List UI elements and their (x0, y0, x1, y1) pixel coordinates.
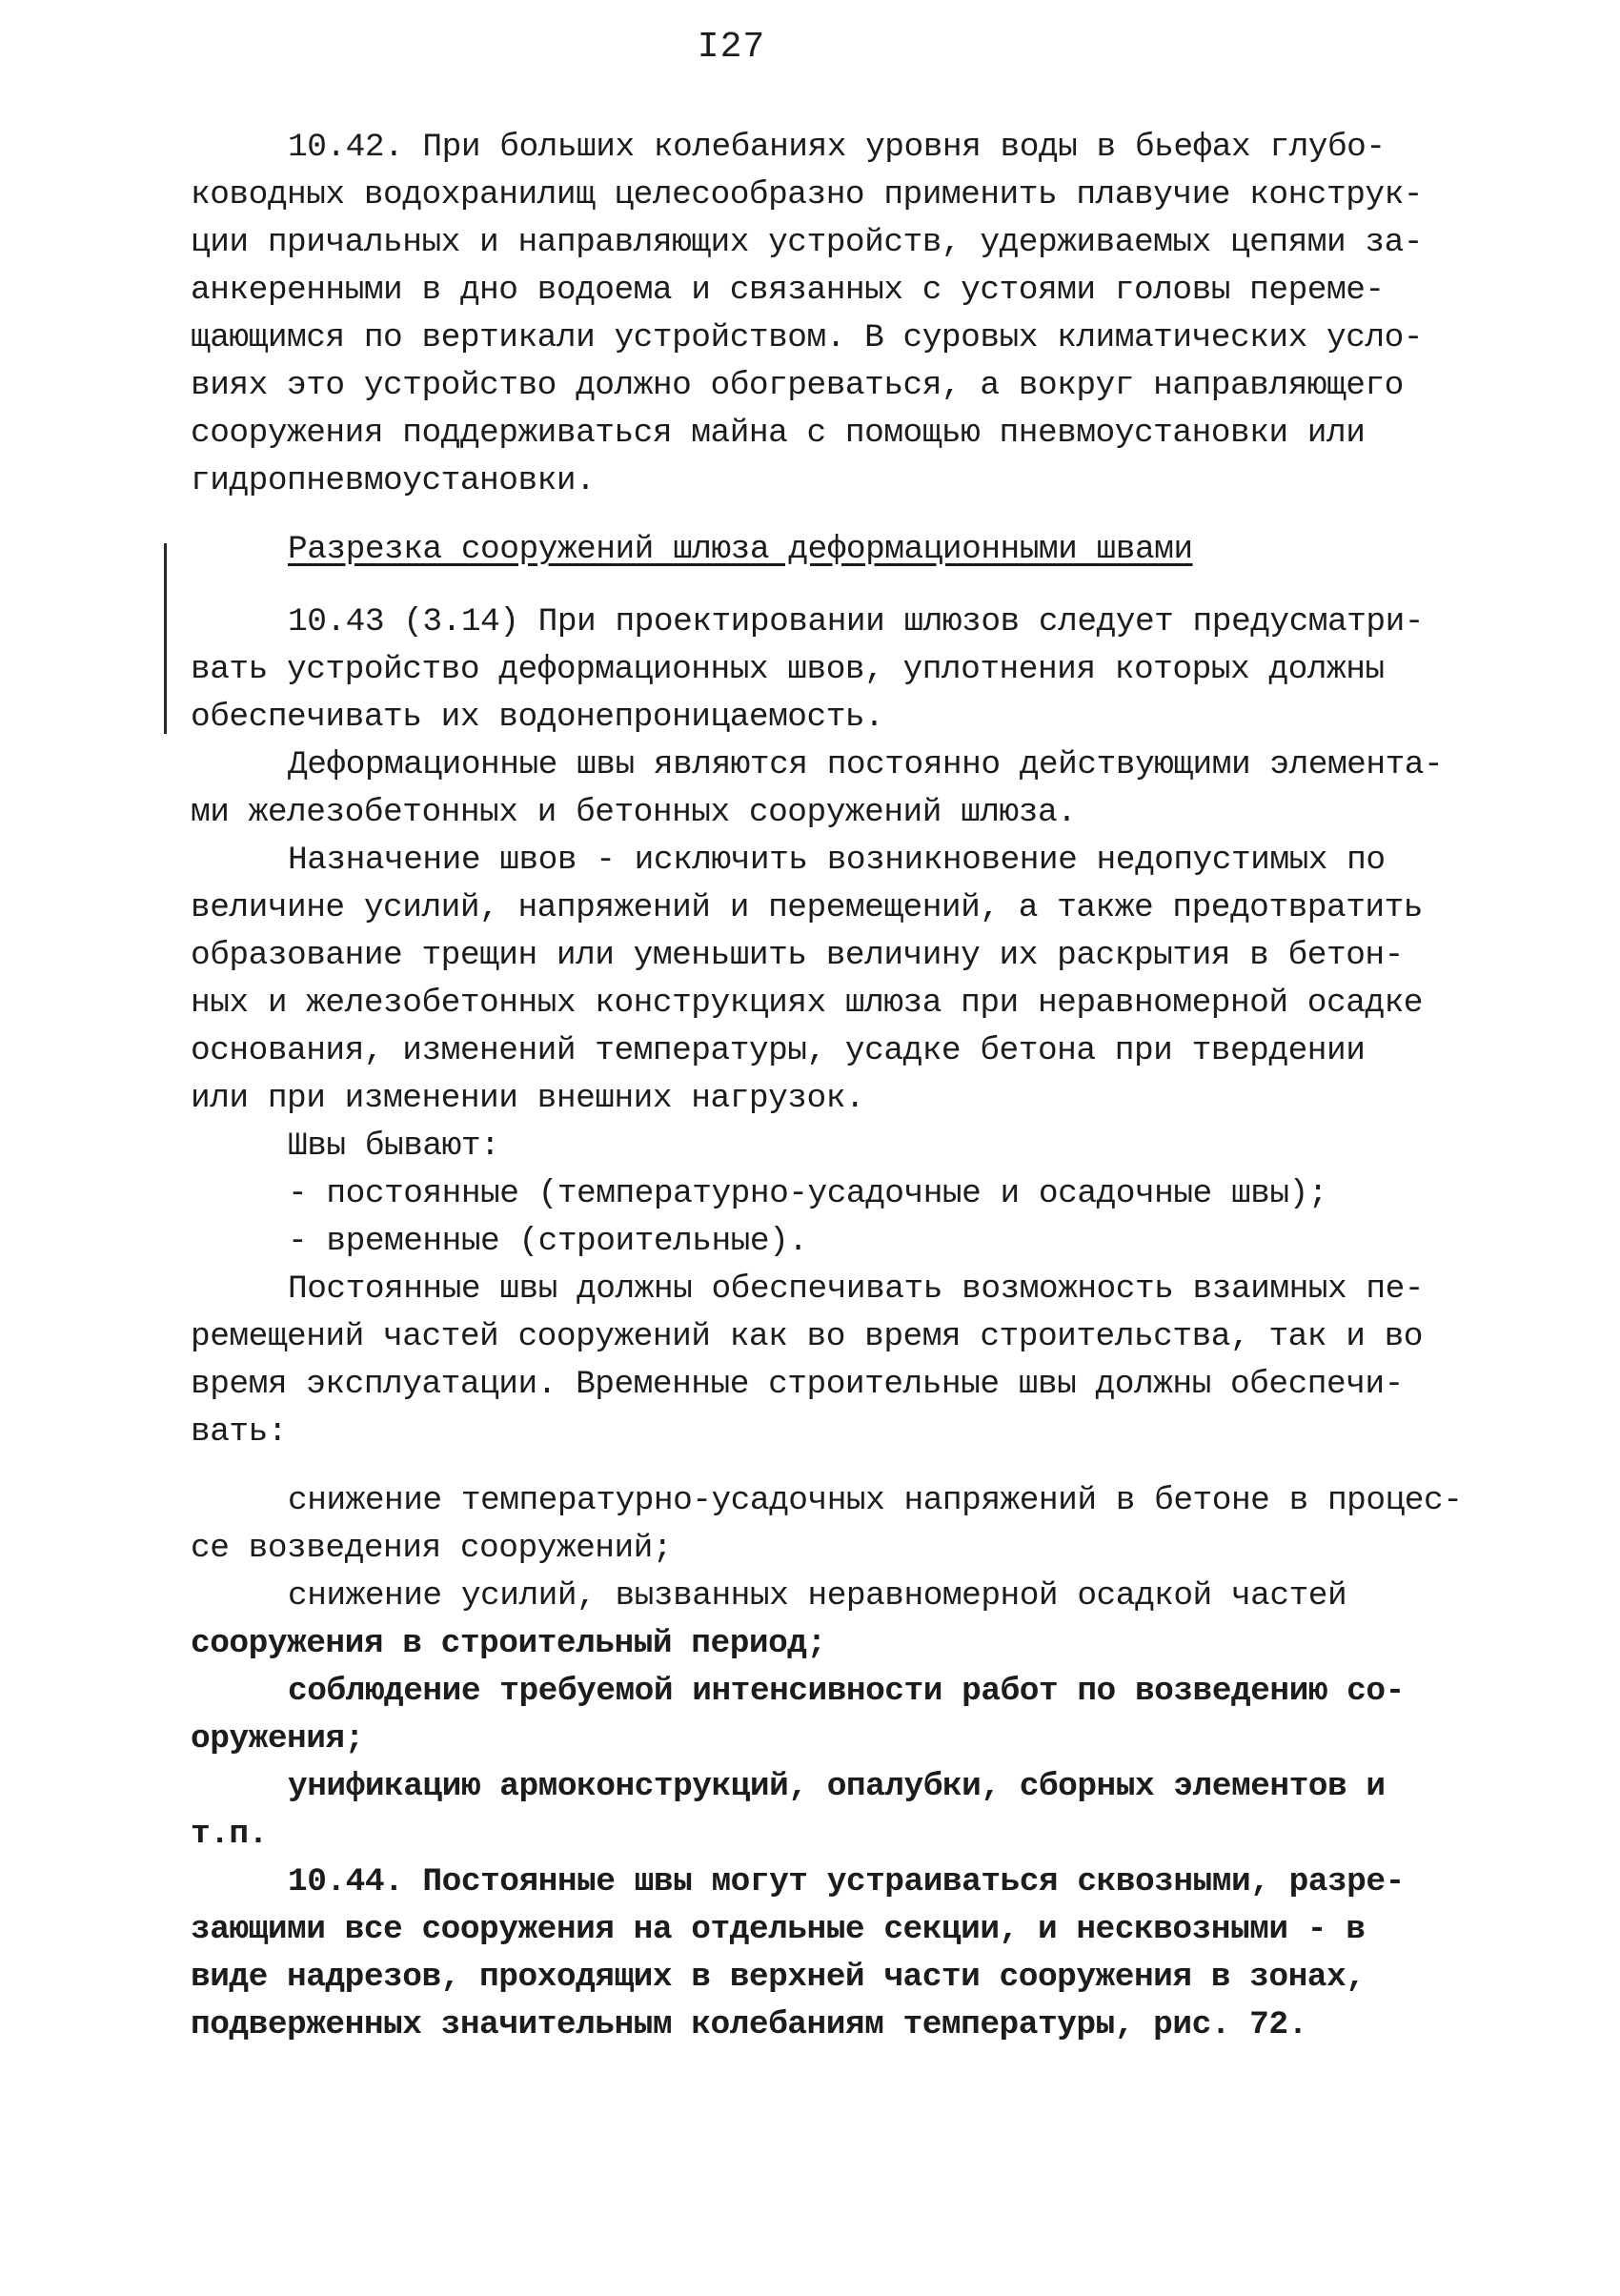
text-line: виде надрезов, проходящих в верхней части сооружения в зонах, (191, 1959, 1366, 1996)
text-line: снижение усилий, вызванных неравномерной осадкой частей (288, 1577, 1347, 1615)
list-item: - постоянные (температурно-усадочные и осадочные швы); (288, 1175, 1327, 1212)
text-line: виях это устройство должно обогреваться, а вокруг направляющего (191, 367, 1404, 404)
text-line: Постоянные швы должны обеспечивать возможность взаимных пе- (288, 1270, 1424, 1308)
text-line: образование трещин или уменьшить величину их раскрытия в бетон- (191, 937, 1404, 974)
text-line: гидропневмоустановки. (191, 462, 596, 499)
text-line: Деформационные швы являются постоянно действующими элемента- (288, 746, 1444, 783)
text-line: 10.44. Постоянные швы могут устраиваться сквозными, разре- (288, 1863, 1405, 1900)
section-heading-text: Разрезка сооружений шлюза деформационными швами (288, 531, 1193, 568)
text-line: подверженных значительным колебаниям температуры, рис. 72. (191, 2006, 1307, 2043)
text-line: или при изменении внешних нагрузок. (191, 1080, 865, 1117)
text-line: вать: (191, 1413, 288, 1451)
text-line: 10.42. При больших колебаниях уровня воды в бьефах глубо- (288, 129, 1386, 166)
text-line: сооружения в строительный период; (191, 1625, 826, 1662)
text-line: щающимся по вертикали устройством. В суровых климатических усло- (191, 319, 1424, 356)
text-line: унификацию армоконструкций, опалубки, сборных элементов и (288, 1768, 1386, 1805)
text-line: снижение температурно-усадочных напряжений в бетоне в процес- (288, 1482, 1463, 1519)
text-line: время эксплуатации. Временные строительные швы должны обеспечи- (191, 1366, 1404, 1403)
text-line: анкеренными в дно водоема и связанных с устоями головы переме- (191, 272, 1385, 309)
page-number: I27 (697, 27, 766, 68)
text-line: 10.43 (3.14) При проектировании шлюзов следует предусматри- (288, 603, 1424, 640)
text-line: ководных водохранилищ целесообразно применить плавучие конструк- (191, 176, 1424, 213)
text-line: оружения; (191, 1720, 364, 1758)
text-line: се возведения сооружений; (191, 1530, 673, 1567)
text-line: зающими все сооружения на отдельные секции, и несквозными - в (191, 1911, 1366, 1948)
list-item: - временные (строительные). (288, 1223, 808, 1260)
text-line: ремещений частей сооружений как во время строительства, так и во (191, 1318, 1424, 1355)
text-line: сооружения поддерживаться майна с помощью пневмоустановки или (191, 415, 1366, 452)
text-line: величине усилий, напряжений и перемещений, а также предотвратить (191, 889, 1424, 926)
text-line: т.п. (191, 1816, 268, 1853)
text-line: ных и железобетонных конструкциях шлюза при неравномерной осадке (191, 985, 1424, 1022)
text-line: вать устройство деформационных швов, уплотнения которых должны (191, 651, 1385, 688)
text-line: Назначение швов - исключить возникновение недопустимых по (288, 842, 1386, 879)
text-line: соблюдение требуемой интенсивности работ по возведению со- (288, 1673, 1405, 1710)
text-line: основания, изменений температуры, усадке бетона при твердении (191, 1032, 1366, 1069)
text-line: Швы бывают: (288, 1128, 500, 1165)
text-line: обеспечивать их водонепроницаемость. (191, 699, 884, 736)
text-line: ми железобетонных и бетонных сооружений шлюза. (191, 794, 1077, 831)
text-line: ции причальных и направляющих устройств, удерживаемых цепями за- (191, 224, 1424, 261)
document-body (191, 124, 1496, 2049)
margin-change-bar (164, 543, 167, 734)
section-heading (191, 526, 1496, 574)
